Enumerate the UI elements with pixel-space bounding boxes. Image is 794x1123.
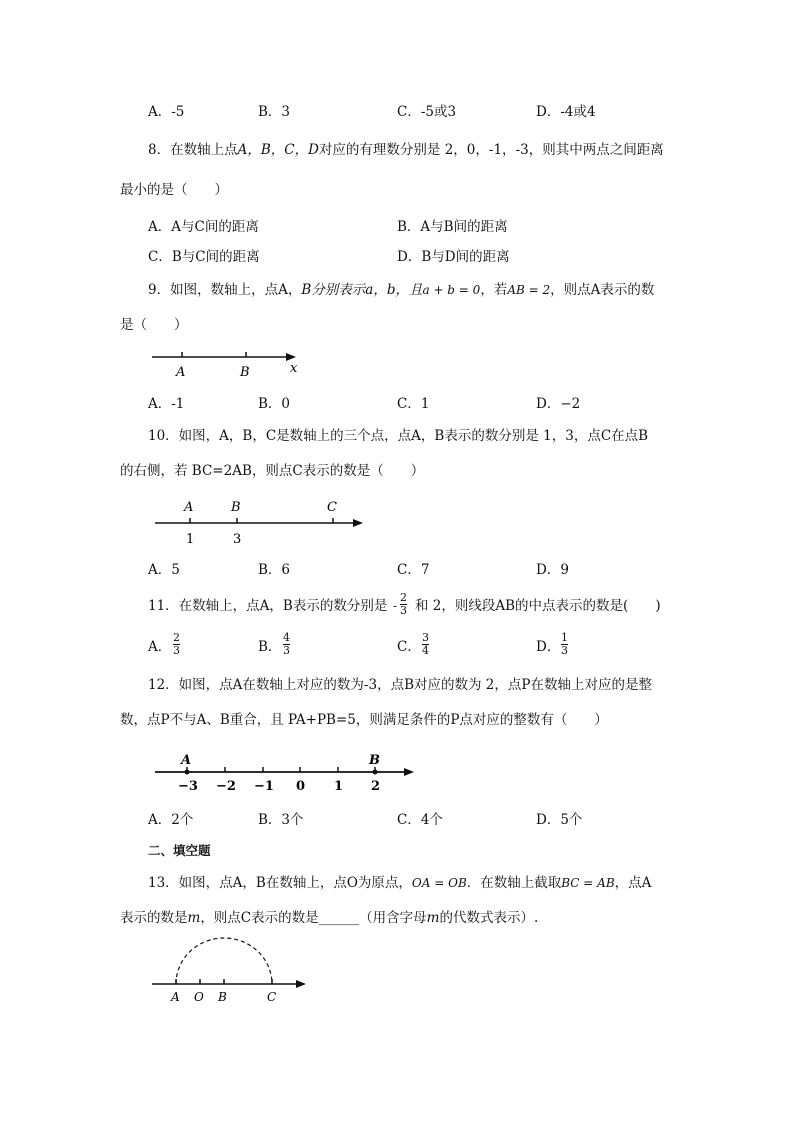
q13-stem-eq2: BC = AB (561, 876, 615, 890)
q13-stem-m2: m (426, 910, 440, 926)
q13-label-a: A (171, 990, 180, 1004)
q11-option-b-den: 3 (283, 644, 290, 657)
q8-stem-rest: 对应的有理数分别是 2，0，-1，-3，则其中两点之间距离 (318, 142, 664, 158)
q10-option-d: D．9 (536, 562, 569, 578)
q9-option-a: A．-1 (148, 396, 185, 412)
q12-option-c: C．4个 (397, 812, 443, 828)
q9-stem-e: ，则点A表示的数 (550, 282, 655, 298)
q9-stem-d: ，若 (480, 282, 508, 298)
q9-stem-line2: 是（ ） (120, 317, 188, 333)
q12-option-a: A．2个 (148, 812, 194, 828)
q12-tick-label-1: 1 (334, 779, 344, 794)
q7-option-b: B．3 (258, 104, 291, 120)
q10-stem-line1: 10．如图，A，B，C是数轴上的三个点，点A，B表示的数分别是 1，3，点C在点B (148, 428, 649, 444)
q10-stem-line2: 的右侧，若 BC=2AB，则点C表示的数是（ ） (120, 463, 425, 479)
q11-option-a-num: 2 (173, 631, 180, 644)
q12-stem-line1: 12．如图，点A在数轴上对应的数为-3，点B对应的数为 2，点P在数轴上对应的是整 (148, 677, 652, 693)
q13-stem-a: 13．如图，点A，B在数轴上，点O为原点， (148, 875, 412, 891)
q12-tick-label-neg1: −1 (254, 779, 274, 794)
q12-tick-label-neg2: −2 (216, 779, 236, 794)
q9-stem-b: B分别表示 (301, 282, 366, 298)
q10-num-1: 1 (186, 532, 195, 547)
q12-label-b: B (369, 753, 380, 768)
q13-stem-c: ，点A (614, 875, 652, 891)
q9-label-a: A (176, 365, 186, 380)
q10-label-c: C (327, 500, 337, 515)
q7-option-d: D．-4或4 (536, 104, 596, 120)
q10-label-b: B (231, 500, 241, 515)
q9-option-d: D．−2 (536, 396, 581, 412)
q10-label-a: A (184, 500, 194, 515)
q12-tick-label-2: 2 (371, 779, 381, 794)
q11-stem-fraction-den: 3 (400, 604, 407, 617)
q11-option-c-num: 3 (422, 631, 429, 644)
q11-option-d-num: 1 (561, 631, 568, 644)
q8-stem-text: 8．在数轴上点 (148, 142, 238, 158)
q9-option-b: B．0 (258, 396, 291, 412)
q13-stem-b: ．在数轴上截取 (466, 875, 562, 891)
q13-dashed-arc (176, 938, 272, 984)
q10-option-c: C．7 (397, 562, 430, 578)
q11-stem-neg: - (393, 599, 398, 613)
q13-stem-line2-b: ，则点C表示的数是______（用含字母 (200, 910, 427, 926)
q7-option-c: C．-5或3 (397, 104, 457, 120)
q10-num-3: 3 (233, 532, 242, 547)
q9-option-c: C．1 (397, 396, 430, 412)
q11-option-d-den: 3 (561, 644, 568, 657)
q13-stem-m: m (187, 910, 201, 926)
q7-option-a: A．-5 (148, 104, 185, 120)
q8-option-b: B．A与B间的距离 (397, 219, 508, 235)
q8-stem-line2: 最小的是（ ） (120, 182, 228, 198)
q9-stem-a: 9．如图，数轴上，点A， (148, 282, 302, 298)
q13-label-c: C (267, 990, 277, 1004)
q11-stem-part1: 11．在数轴上，点A，B表示的数分别是 (148, 598, 388, 614)
q9-label-b: B (240, 365, 250, 380)
q11-option-c-prefix: C． (397, 639, 421, 655)
q11-stem-fraction-num: 2 (400, 591, 407, 604)
q11-option-b-num: 4 (283, 631, 290, 644)
q11-option-c-den: 4 (422, 644, 429, 657)
q11-option-d-prefix: D． (536, 639, 561, 655)
q8-option-c: C．B与C间的距离 (148, 249, 260, 265)
q13-label-o: O (194, 990, 204, 1004)
q10-option-a: A．5 (148, 562, 180, 578)
q9-stem-eq: a + b = 0 (422, 283, 481, 297)
q12-tick-label-neg3: −3 (178, 779, 198, 794)
q11-option-b-prefix: B． (258, 639, 282, 655)
q9-label-x: x (290, 361, 298, 376)
q12-option-b: B．3个 (258, 812, 304, 828)
q12-option-d: D．5个 (536, 812, 583, 828)
q13-stem-line2-c: 的代数式表示）. (439, 910, 539, 926)
q13-stem-line2-a: 表示的数是 (120, 910, 188, 926)
q11-option-a-prefix: A． (148, 639, 172, 655)
section-heading-fill-in: 二、填空题 (148, 843, 211, 858)
q8-option-d: D．B与D间的距离 (397, 249, 510, 265)
q12-tick-label-0: 0 (296, 779, 306, 794)
q9-stem-eq2: AB = 2 (507, 283, 551, 297)
q11-option-a-den: 3 (173, 644, 180, 657)
q13-label-b: B (218, 990, 227, 1004)
q12-label-a: A (181, 753, 192, 768)
q11-stem-part2: 和 2，则线段AB的中点表示的数是( ) (415, 598, 661, 614)
q12-stem-line2: 数，点P不与A、B重合，且 PA+PB=5，则满足条件的P点对应的整数有（ ） (120, 712, 608, 728)
q8-stem-points: A，B，C，D (237, 142, 319, 158)
q10-option-b: B．6 (258, 562, 291, 578)
q13-axis-arrow (296, 980, 306, 988)
q9-stem-c: a，b，且 (365, 282, 423, 298)
q13-stem-eq: OA = OB (411, 876, 467, 890)
q8-option-a: A．A与C间的距离 (148, 219, 259, 235)
